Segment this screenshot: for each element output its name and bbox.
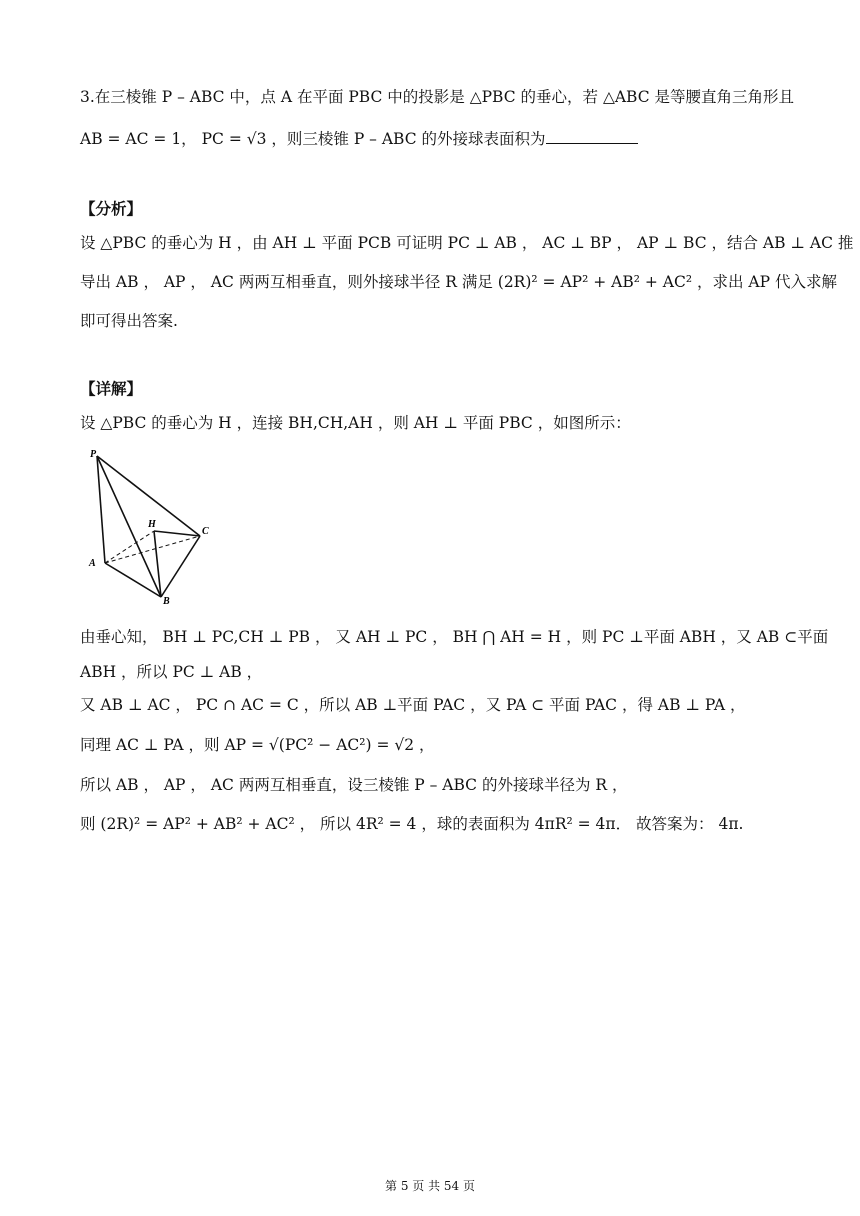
problem-line-1: 3.在三棱锥 P – ABC 中，点 A 在平面 PBC 中的投影是 △PBC 的垂心，若 △ABC 是等腰直角三角形且 (80, 88, 795, 106)
edge-HB (154, 531, 161, 597)
solution-line-7: 则 (2R)² = AP² + AB² + AC² ， 所以 4R² = 4 ，球的表面积为 4πR² = 4π． 故答案为： 4π. (80, 815, 744, 833)
solution-line-2: 由垂心知， BH ⊥ PC,CH ⊥ PB ， 又 AH ⊥ PC ， BH ⋂ AH = H ，则 PC ⊥平面 ABH ，又 AB ⊂平面 (80, 628, 829, 646)
edge-HC (154, 531, 200, 536)
label-B: B (163, 596, 170, 606)
answer-blank (546, 129, 638, 144)
tetrahedron-figure (84, 446, 214, 606)
edge-AH-hidden (105, 531, 154, 563)
solution-line-5: 同理 AC ⊥ PA ，则 AP = √(PC² − AC²) = √2 ， (80, 736, 435, 754)
label-A: A (89, 558, 96, 569)
analysis-line-3: 即可得出答案. (80, 312, 178, 330)
page-footer: 第 5 页 共 54 页 (385, 1179, 475, 1193)
solution-line-1: 设 △PBC 的垂心为 H ，连接 BH,CH,AH ，则 AH ⊥ 平面 PBC ，如图所示： (80, 414, 631, 432)
solution-line-3: ABH ，所以 PC ⊥ AB ， (80, 663, 263, 681)
problem-line-2 (80, 128, 638, 150)
label-P: P (90, 449, 97, 460)
solution-line-6: 所以 AB ， AP ， AC 两两互相垂直，设三棱锥 P – ABC 的外接球半径为 R ， (80, 776, 628, 794)
problem-line-2-text: AB = AC = 1， PC = √3 ，则三棱锥 P – ABC 的外接球表面积为 (80, 130, 546, 148)
solution-line-4: 又 AB ⊥ AC ， PC ∩ AC = C ，所以 AB ⊥平面 PAC ，又 PA ⊂ 平面 PAC ，得 AB ⊥ PA ， (80, 696, 746, 714)
analysis-line-1: 设 △PBC 的垂心为 H ，由 AH ⊥ 平面 PCB 可证明 PC ⊥ AB ， AC ⊥ BP ， AP ⊥ BC ，结合 AB ⊥ AC 推 (80, 234, 854, 252)
analysis-line-2: 导出 AB ， AP ， AC 两两互相垂直，则外接球半径 R 满足 (2R)² = AP² + AB² + AC² ，求出 AP 代入求解 (80, 273, 837, 291)
label-H: H (148, 519, 156, 530)
label-C: C (202, 526, 209, 537)
solution-heading: 【详解】 (80, 379, 143, 398)
analysis-heading: 【分析】 (80, 199, 143, 218)
